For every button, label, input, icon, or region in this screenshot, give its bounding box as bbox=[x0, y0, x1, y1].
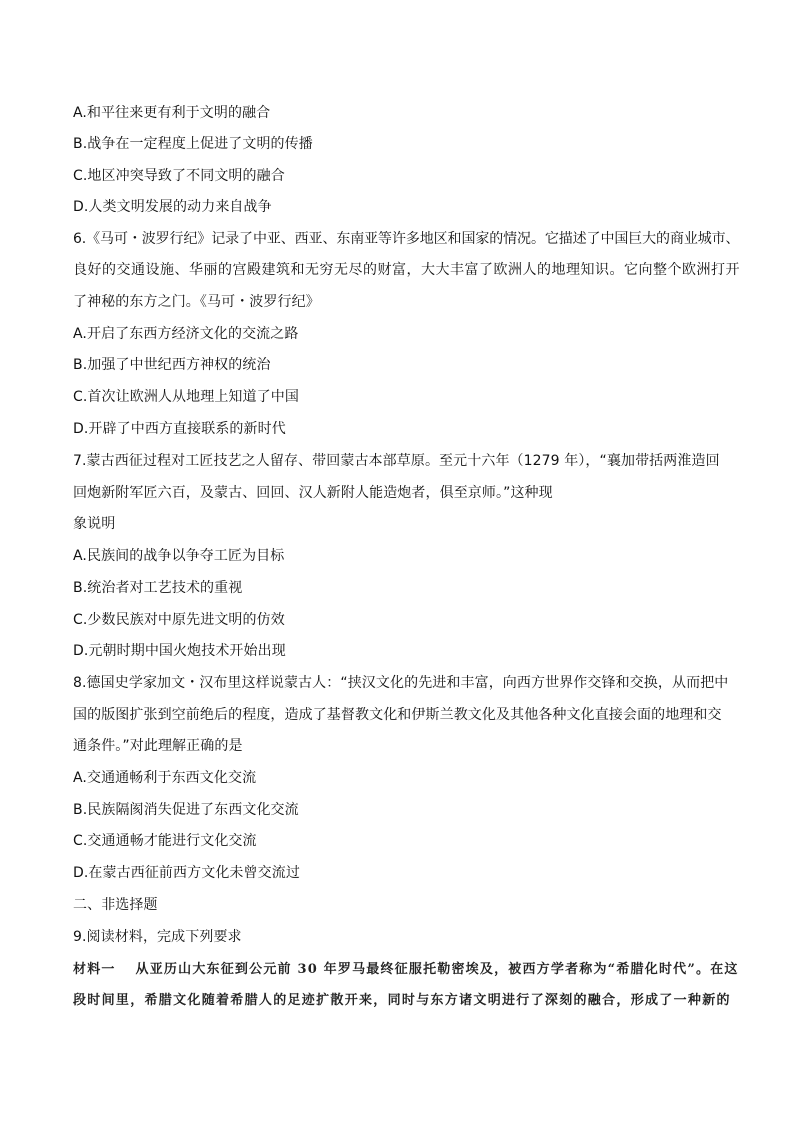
q5-option-b: B.战争在一定程度上促进了文明的传播 bbox=[73, 136, 313, 152]
q8-option-a: A.交通通畅利于东西文化交流 bbox=[73, 770, 257, 786]
q9-material-1-line-2: 段时间里，希腊文化随着希腊人的足迹扩散开来，同时与东方诸文明进行了深刻的融合，形成了一种新的 bbox=[73, 993, 731, 1008]
q6-option-d: D.开辟了中西方直接联系的新时代 bbox=[73, 421, 286, 437]
q9-stem: 9.阅读材料，完成下列要求 bbox=[73, 929, 242, 945]
q8-stem-line-3: 通条件。”对此理解正确的是 bbox=[73, 738, 243, 754]
q5-option-a: A.和平往来更有利于文明的融合 bbox=[73, 105, 271, 121]
q7-option-a: A.民族间的战争以争夺工匠为目标 bbox=[73, 548, 285, 564]
q6-stem-line-2: 良好的交通设施、华丽的宫殿建筑和无穷无尽的财富，大大丰富了欧洲人的地理知识。它向整个欧洲打开 bbox=[73, 262, 740, 278]
q6-option-b: B.加强了中世纪西方神权的统治 bbox=[73, 357, 271, 373]
q7-option-b: B.统治者对工艺技术的重视 bbox=[73, 580, 243, 596]
section-heading-non-choice: 二、非选择题 bbox=[73, 897, 158, 913]
q7-stem-line-1: 7.蒙古西征过程对工匠技艺之人留存、带回蒙古本部草原。至元十六年（1279 年），“襄加带括两淮造回 bbox=[73, 453, 720, 469]
q5-option-d: D.人类文明发展的动力来自战争 bbox=[73, 199, 272, 215]
q9-material-1-line-1: 材料一 从亚历山大东征到公元前 30 年罗马最终征服托勒密埃及，被西方学者称为“希腊化时代”。在这 bbox=[73, 962, 739, 977]
q7-option-d: D.元朝时期中国火炮技术开始出现 bbox=[73, 643, 286, 659]
q6-option-c: C.首次让欧洲人从地理上知道了中国 bbox=[73, 389, 299, 405]
q5-option-c: C.地区冲突导致了不同文明的融合 bbox=[73, 168, 285, 184]
q8-option-d: D.在蒙古西征前西方文化未曾交流过 bbox=[73, 865, 300, 881]
q8-option-c: C.交通通畅才能进行文化交流 bbox=[73, 833, 257, 849]
q8-option-b: B.民族隔阂消失促进了东西文化交流 bbox=[73, 802, 299, 818]
q8-stem-line-1: 8.德国史学家加文・汉布里这样说蒙古人：“挟汉文化的先进和丰富，向西方世界作交锋和交换，从而把中 bbox=[73, 675, 729, 691]
q8-stem-line-2: 国的版图扩张到空前绝后的程度，造成了基督教文化和伊斯兰教文化及其他各种文化直接会面的地理和交 bbox=[73, 707, 722, 723]
q6-stem-line-1: 6.《马可・波罗行纪》记录了中亚、西亚、东南亚等许多地区和国家的情况。它描述了中国巨大的商业城市、 bbox=[73, 231, 740, 247]
q7-option-c: C.少数民族对中原先进文明的仿效 bbox=[73, 612, 285, 628]
q6-option-a: A.开启了东西方经济文化的交流之路 bbox=[73, 326, 299, 342]
q7-stem-line-2: 回炮新附军匠六百，及蒙古、回回、汉人新附人能造炮者，俱至京师。”这种现 bbox=[73, 485, 553, 501]
q6-stem-line-3: 了神秘的东方之门。《马可・波罗行纪》 bbox=[73, 294, 320, 310]
q7-stem-line-3: 象说明 bbox=[73, 516, 116, 532]
